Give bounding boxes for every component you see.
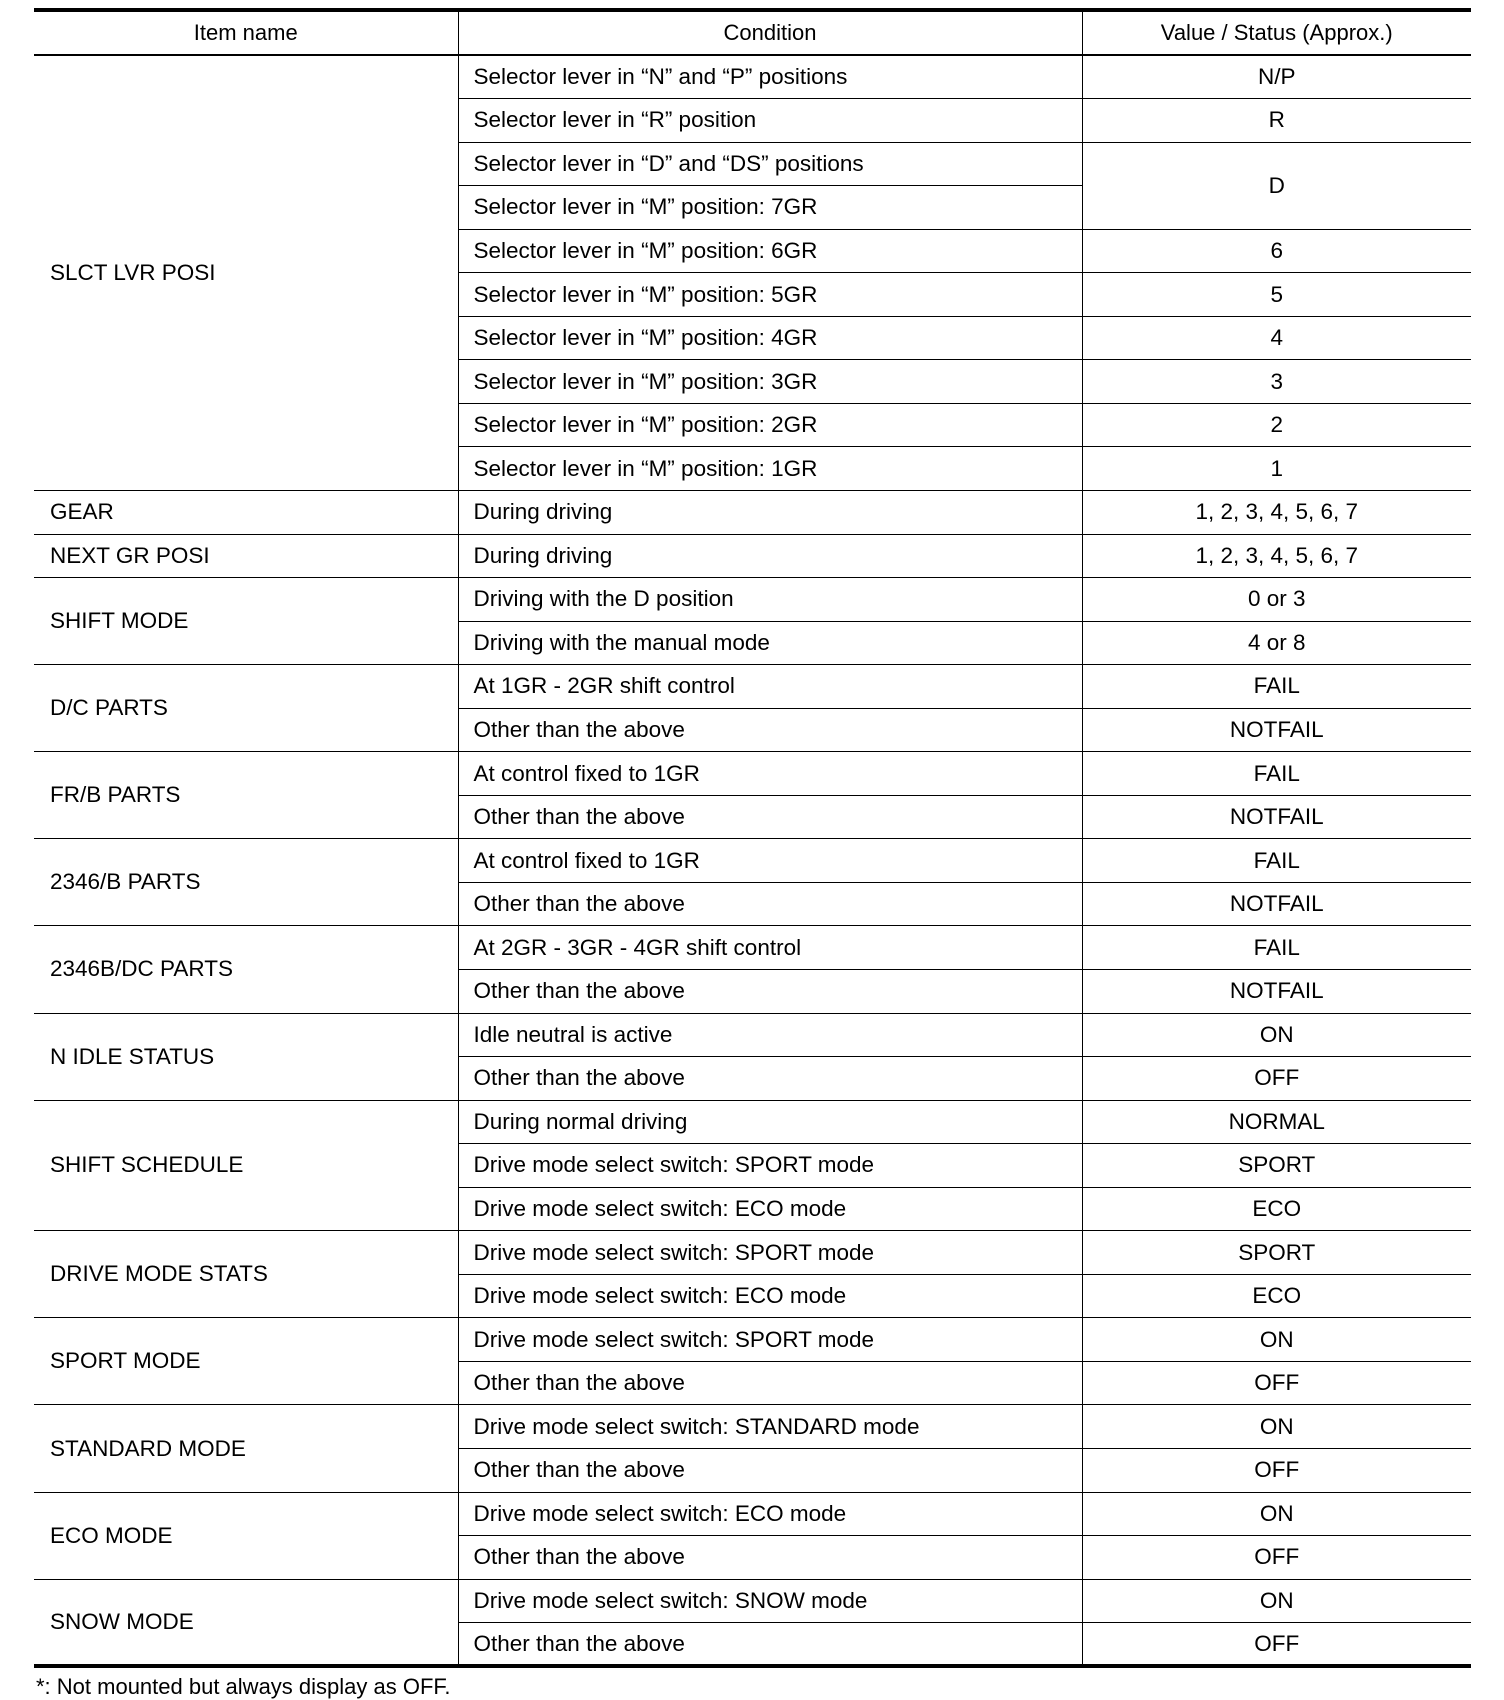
condition-cell: Drive mode select switch: STANDARD mode: [458, 1405, 1082, 1449]
condition-cell: During driving: [458, 490, 1082, 534]
value-cell: SPORT: [1082, 1231, 1471, 1275]
condition-cell: Other than the above: [458, 795, 1082, 839]
value-cell: FAIL: [1082, 926, 1471, 970]
value-cell: NOTFAIL: [1082, 795, 1471, 839]
condition-cell: Drive mode select switch: ECO mode: [458, 1187, 1082, 1231]
table-row: [34, 665, 1471, 709]
table-row: [34, 926, 1471, 970]
value-cell: 4 or 8: [1082, 621, 1471, 665]
value-cell: FAIL: [1082, 839, 1471, 883]
value-cell: OFF: [1082, 1623, 1471, 1667]
value-cell: OFF: [1082, 1361, 1471, 1405]
value-cell: 3: [1082, 360, 1471, 404]
condition-cell: Selector lever in “M” position: 5GR: [458, 273, 1082, 317]
value-cell: SPORT: [1082, 1144, 1471, 1188]
header-value-status: Value / Status (Approx.): [1082, 10, 1471, 55]
value-cell: 1, 2, 3, 4, 5, 6, 7: [1082, 534, 1471, 578]
condition-cell: During driving: [458, 534, 1082, 578]
condition-cell: At 1GR - 2GR shift control: [458, 665, 1082, 709]
document: [34, 8, 1471, 1700]
item-name-cell: D/C PARTS: [34, 665, 458, 752]
value-cell: ECO: [1082, 1274, 1471, 1318]
table-row: [34, 534, 1471, 578]
table-row: [34, 1100, 1471, 1144]
value-cell: 1: [1082, 447, 1471, 491]
value-cell: OFF: [1082, 1057, 1471, 1101]
table-row: [34, 1405, 1471, 1449]
condition-cell: Selector lever in “D” and “DS” positions: [458, 142, 1082, 186]
condition-cell: Other than the above: [458, 1536, 1082, 1580]
value-cell: NOTFAIL: [1082, 969, 1471, 1013]
condition-cell: Selector lever in “M” position: 2GR: [458, 403, 1082, 447]
value-cell: D: [1082, 142, 1471, 229]
item-name-cell: FR/B PARTS: [34, 752, 458, 839]
condition-cell: Selector lever in “R” position: [458, 99, 1082, 143]
condition-cell: Other than the above: [458, 882, 1082, 926]
table-body: [34, 55, 1471, 1666]
condition-cell: During normal driving: [458, 1100, 1082, 1144]
item-name-cell: NEXT GR POSI: [34, 534, 458, 578]
condition-cell: At 2GR - 3GR - 4GR shift control: [458, 926, 1082, 970]
value-cell: ECO: [1082, 1187, 1471, 1231]
condition-cell: Selector lever in “M” position: 7GR: [458, 186, 1082, 230]
value-cell: OFF: [1082, 1449, 1471, 1493]
condition-cell: Other than the above: [458, 708, 1082, 752]
table-row: [34, 1492, 1471, 1536]
condition-cell: Selector lever in “M” position: 1GR: [458, 447, 1082, 491]
value-cell: R: [1082, 99, 1471, 143]
item-name-cell: SHIFT MODE: [34, 578, 458, 665]
item-name-cell: SNOW MODE: [34, 1579, 458, 1666]
item-name-cell: DRIVE MODE STATS: [34, 1231, 458, 1318]
table-row: [34, 490, 1471, 534]
item-name-cell: 2346B/DC PARTS: [34, 926, 458, 1013]
value-cell: ON: [1082, 1405, 1471, 1449]
item-name-cell: SHIFT SCHEDULE: [34, 1100, 458, 1231]
condition-cell: Other than the above: [458, 1361, 1082, 1405]
value-cell: 2: [1082, 403, 1471, 447]
value-cell: ON: [1082, 1318, 1471, 1362]
value-cell: FAIL: [1082, 665, 1471, 709]
value-cell: FAIL: [1082, 752, 1471, 796]
condition-cell: Selector lever in “N” and “P” positions: [458, 55, 1082, 99]
value-cell: 6: [1082, 229, 1471, 273]
condition-cell: Driving with the D position: [458, 578, 1082, 622]
table-row: [34, 839, 1471, 883]
value-cell: 4: [1082, 316, 1471, 360]
value-cell: 0 or 3: [1082, 578, 1471, 622]
item-name-cell: N IDLE STATUS: [34, 1013, 458, 1100]
table-row: [34, 578, 1471, 622]
value-cell: NORMAL: [1082, 1100, 1471, 1144]
condition-cell: Other than the above: [458, 1057, 1082, 1101]
condition-cell: Drive mode select switch: SPORT mode: [458, 1318, 1082, 1362]
table-header: [34, 10, 1471, 55]
condition-cell: Drive mode select switch: SPORT mode: [458, 1144, 1082, 1188]
header-row: [34, 10, 1471, 55]
item-name-cell: SPORT MODE: [34, 1318, 458, 1405]
condition-cell: Drive mode select switch: ECO mode: [458, 1492, 1082, 1536]
condition-cell: Idle neutral is active: [458, 1013, 1082, 1057]
condition-cell: Drive mode select switch: SNOW mode: [458, 1579, 1082, 1623]
table-row: [34, 1013, 1471, 1057]
value-cell: OFF: [1082, 1536, 1471, 1580]
item-name-cell: 2346/B PARTS: [34, 839, 458, 926]
table-row: [34, 1318, 1471, 1362]
value-cell: ON: [1082, 1492, 1471, 1536]
value-cell: ON: [1082, 1579, 1471, 1623]
header-condition: Condition: [458, 10, 1082, 55]
condition-cell: Other than the above: [458, 969, 1082, 1013]
condition-cell: At control fixed to 1GR: [458, 752, 1082, 796]
value-cell: N/P: [1082, 55, 1471, 99]
value-cell: 1, 2, 3, 4, 5, 6, 7: [1082, 490, 1471, 534]
item-name-cell: SLCT LVR POSI: [34, 55, 458, 490]
table-row: [34, 1231, 1471, 1275]
value-cell: ON: [1082, 1013, 1471, 1057]
item-name-cell: STANDARD MODE: [34, 1405, 458, 1492]
value-cell: 5: [1082, 273, 1471, 317]
condition-cell: Driving with the manual mode: [458, 621, 1082, 665]
condition-cell: Drive mode select switch: ECO mode: [458, 1274, 1082, 1318]
table-row: [34, 55, 1471, 99]
condition-cell: Selector lever in “M” position: 6GR: [458, 229, 1082, 273]
value-cell: NOTFAIL: [1082, 708, 1471, 752]
table-row: [34, 752, 1471, 796]
data-monitor-table: [34, 8, 1471, 1668]
item-name-cell: ECO MODE: [34, 1492, 458, 1579]
condition-cell: Drive mode select switch: SPORT mode: [458, 1231, 1082, 1275]
condition-cell: At control fixed to 1GR: [458, 839, 1082, 883]
footnote: *: Not mounted but always display as OFF.: [36, 1674, 451, 1700]
header-item-name: Item name: [34, 10, 458, 55]
table-row: [34, 1579, 1471, 1623]
condition-cell: Selector lever in “M” position: 3GR: [458, 360, 1082, 404]
condition-cell: Other than the above: [458, 1449, 1082, 1493]
condition-cell: Other than the above: [458, 1623, 1082, 1667]
condition-cell: Selector lever in “M” position: 4GR: [458, 316, 1082, 360]
item-name-cell: GEAR: [34, 490, 458, 534]
value-cell: NOTFAIL: [1082, 882, 1471, 926]
